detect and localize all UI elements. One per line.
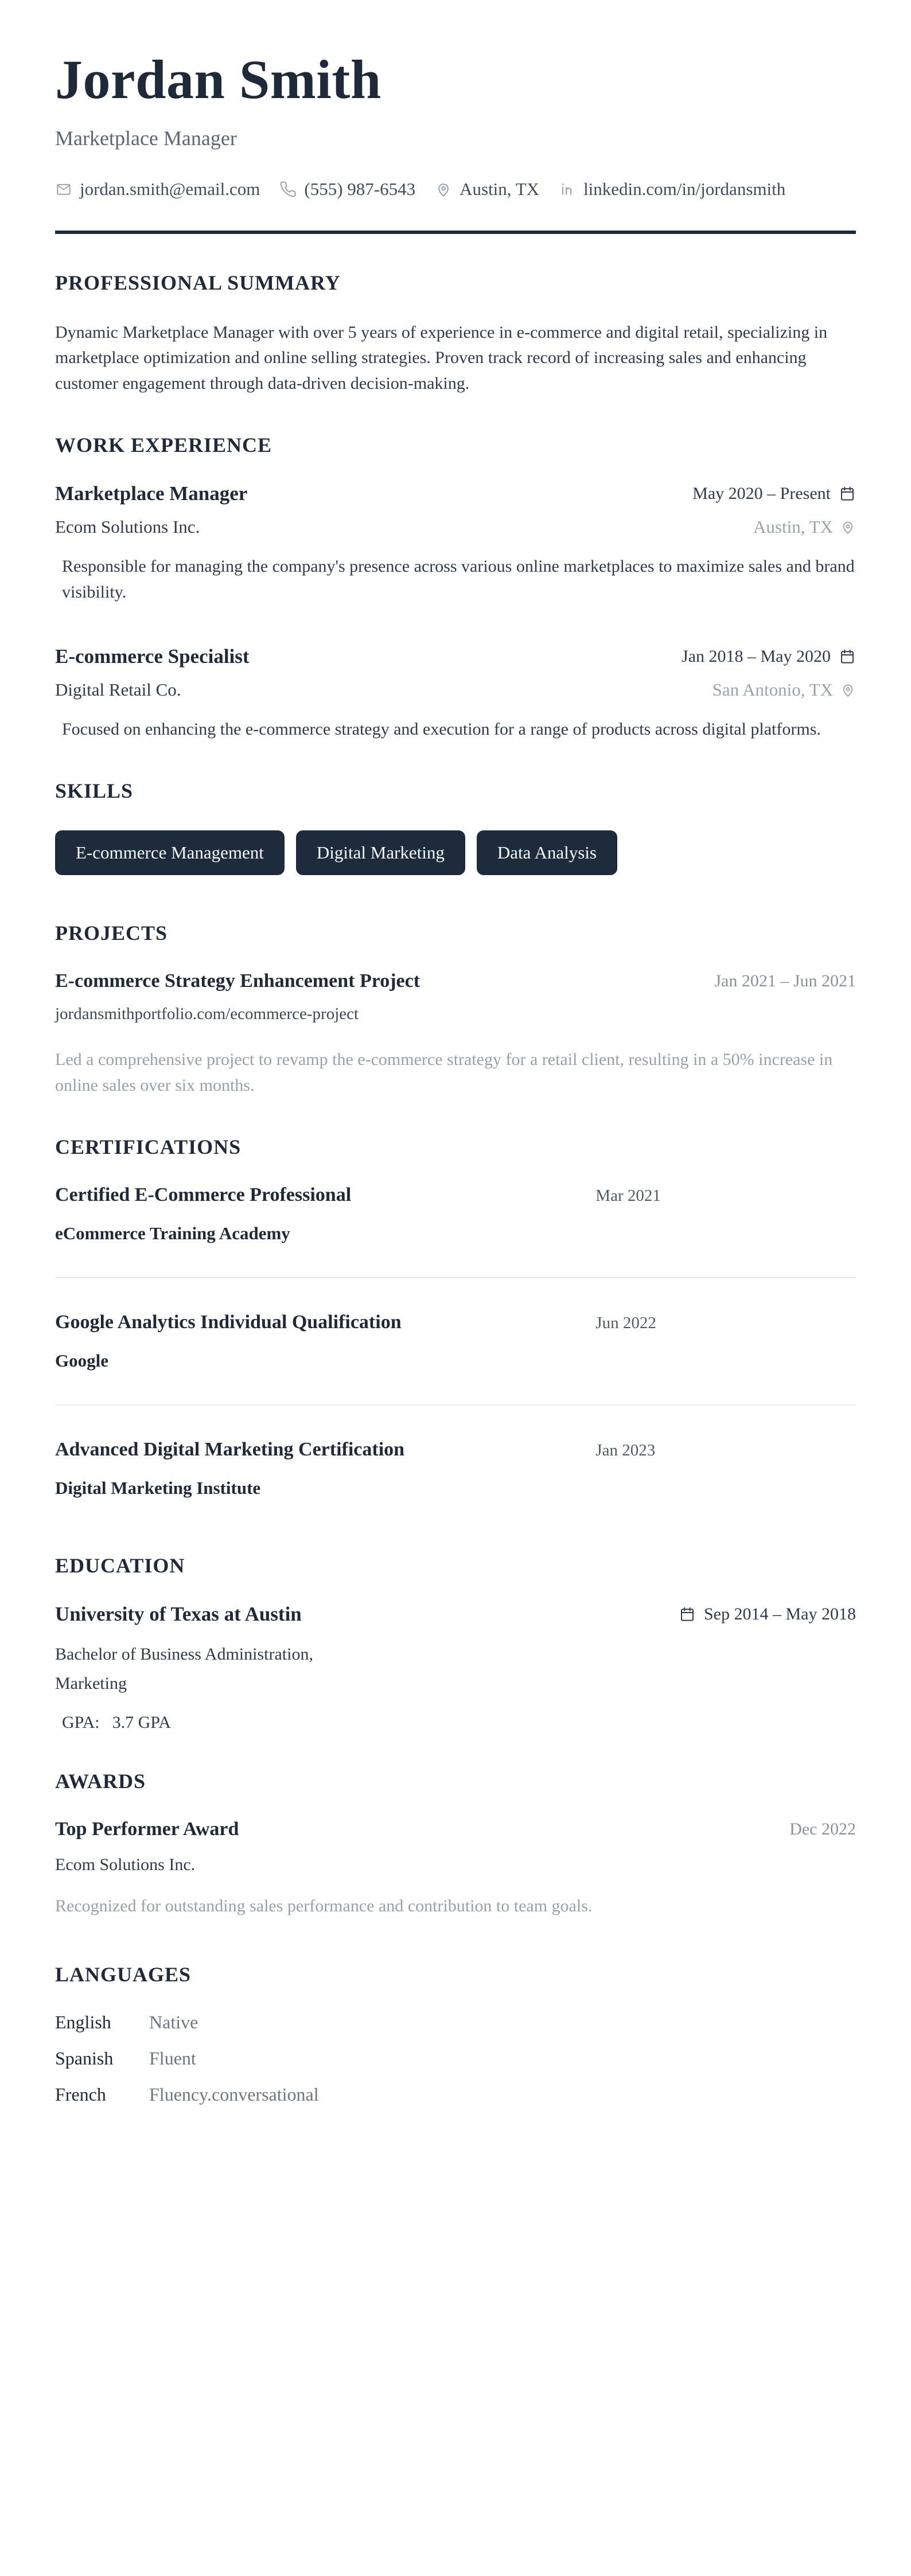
certification-issuer: eCommerce Training Academy — [55, 1223, 290, 1243]
experience-heading: WORK EXPERIENCE — [55, 433, 272, 456]
summary-text: Dynamic Marketplace Manager with over 5 years of experience in e-commerce and digital retail, specializing in marketplace optimization and online selling strategies. Proven track record of increasing sales and enhancing customer engagement through data-driven decision-making. — [55, 322, 828, 393]
calendar-icon — [839, 485, 856, 502]
linkedin-icon — [559, 181, 576, 198]
job-title: E-commerce Specialist — [55, 645, 250, 668]
job-dates-text: May 2020 – Present — [692, 483, 831, 503]
experience-entry — [55, 482, 856, 605]
job-title: Marketplace Manager — [55, 482, 248, 505]
skill-chips — [55, 830, 856, 875]
certification-entry — [55, 1184, 856, 1244]
gpa-row — [55, 1713, 856, 1732]
job-dates — [682, 647, 856, 666]
certification-name: Certified E-Commerce Professional — [55, 1184, 352, 1205]
experience-company-row — [55, 517, 856, 537]
contact-email-text: jordan.smith@email.com — [80, 178, 260, 199]
section-languages — [55, 1962, 856, 2105]
certification-issuer: Google — [55, 1350, 108, 1371]
language-row — [55, 2084, 856, 2105]
certification-separator — [55, 1277, 856, 1278]
section-education — [55, 1554, 856, 1732]
project-url[interactable]: jordansmithportfolio.com/ecommerce-project — [55, 1004, 359, 1023]
gpa-value: 3.7 GPA — [112, 1712, 171, 1732]
location-pin-icon — [435, 181, 452, 198]
company-name: Digital Retail Co. — [55, 679, 181, 700]
contact-phone-text: (555) 987-6543 — [304, 178, 416, 199]
education-entry — [55, 1603, 856, 1732]
section-awards — [55, 1769, 856, 1919]
certification-date: Jun 2022 — [595, 1313, 656, 1332]
certification-issuer: Digital Marketing Institute — [55, 1477, 261, 1498]
education-title-row — [55, 1603, 856, 1626]
award-title-row — [55, 1818, 856, 1840]
projects-heading: PROJECTS — [55, 921, 168, 944]
award-entry — [55, 1818, 856, 1919]
project-title-row — [55, 970, 856, 992]
awards-heading: AWARDS — [55, 1769, 146, 1793]
award-date: Dec 2022 — [789, 1819, 856, 1839]
degree: Bachelor of Business Administration, Marketing — [55, 1644, 313, 1693]
location-pin-icon — [840, 682, 856, 698]
certifications-heading: CERTIFICATIONS — [55, 1135, 242, 1158]
skill-chip: E-commerce Management — [55, 830, 285, 875]
project-title: E-commerce Strategy Enhancement Project — [55, 970, 421, 992]
calendar-icon — [839, 648, 856, 665]
header-divider — [55, 231, 856, 234]
language-level: Native — [149, 2011, 198, 2032]
education-dates-text: Sep 2014 – May 2018 — [704, 1604, 856, 1623]
phone-icon — [279, 181, 297, 198]
calendar-icon — [679, 1606, 696, 1623]
languages-heading: LANGUAGES — [55, 1962, 192, 1986]
contact-linkedin[interactable] — [559, 179, 785, 200]
contact-row — [55, 179, 856, 200]
job-description: Responsible for managing the company's presence across various online marketplaces to maximize sales and brand visibility. — [62, 556, 855, 602]
language-name: Spanish — [55, 2047, 114, 2068]
certification-entry — [55, 1312, 856, 1371]
job-description: Focused on enhancing the e-commerce strategy and execution for a range of products across digital platforms. — [62, 719, 821, 739]
section-work-experience — [55, 433, 856, 742]
education-dates — [679, 1605, 856, 1624]
language-row — [55, 2048, 856, 2069]
certification-separator — [55, 1404, 856, 1406]
language-row — [55, 2012, 856, 2033]
certification-name: Advanced Digital Marketing Certification — [55, 1438, 405, 1460]
certification-entry — [55, 1439, 856, 1498]
award-description: Recognized for outstanding sales performance and contribution to team goals. — [55, 1896, 593, 1915]
certification-main — [55, 1312, 595, 1371]
certification-main — [55, 1439, 595, 1498]
candidate-job-title: Marketplace Manager — [55, 126, 237, 150]
project-description: Led a comprehensive project to revamp the e-commerce strategy for a retail client, resulting in a 50% increase in online sales over six months. — [55, 1049, 833, 1095]
company-name: Ecom Solutions Inc. — [55, 516, 200, 537]
education-heading: EDUCATION — [55, 1554, 185, 1577]
section-skills — [55, 779, 856, 875]
experience-title-row — [55, 645, 856, 668]
skill-chip: Data Analysis — [477, 830, 617, 875]
certification-date: Jan 2023 — [595, 1441, 656, 1459]
contact-location-text: Austin, TX — [460, 178, 540, 199]
summary-heading: PROFESSIONAL SUMMARY — [55, 271, 341, 294]
language-name: French — [55, 2083, 106, 2105]
section-professional-summary — [55, 271, 856, 396]
gpa-label: GPA: — [62, 1712, 100, 1732]
job-location-text: Austin, TX — [753, 516, 833, 537]
experience-entry — [55, 645, 856, 742]
job-location — [713, 680, 856, 700]
contact-email[interactable] — [55, 179, 260, 200]
award-issuer: Ecom Solutions Inc. — [55, 1855, 196, 1874]
job-location-text: San Antonio, TX — [712, 679, 833, 700]
project-dates: Jan 2021 – Jun 2021 — [714, 971, 856, 990]
award-title: Top Performer Award — [55, 1818, 239, 1840]
contact-location — [435, 179, 539, 200]
language-name: English — [55, 2011, 111, 2032]
section-certifications — [55, 1135, 856, 1498]
language-level: Fluent — [149, 2047, 196, 2068]
experience-company-row — [55, 680, 856, 700]
envelope-icon — [55, 181, 72, 198]
experience-title-row — [55, 482, 856, 505]
resume-header — [55, 50, 856, 234]
skills-heading: SKILLS — [55, 779, 134, 802]
section-projects — [55, 921, 856, 1098]
school-name: University of Texas at Austin — [55, 1602, 302, 1625]
job-dates-text: Jan 2018 – May 2020 — [682, 646, 831, 666]
job-location — [753, 517, 856, 537]
language-level: Fluency.conversational — [149, 2083, 319, 2105]
certification-main — [55, 1184, 595, 1244]
job-dates — [692, 484, 856, 504]
candidate-name: Jordan Smith — [55, 49, 381, 110]
project-entry — [55, 970, 856, 1098]
certification-date: Mar 2021 — [595, 1186, 661, 1205]
skill-chip: Digital Marketing — [296, 830, 465, 875]
contact-phone — [279, 179, 415, 200]
location-pin-icon — [840, 519, 856, 535]
contact-linkedin-text: linkedin.com/in/jordansmith — [583, 178, 786, 199]
certification-name: Google Analytics Individual Qualification — [55, 1311, 402, 1333]
